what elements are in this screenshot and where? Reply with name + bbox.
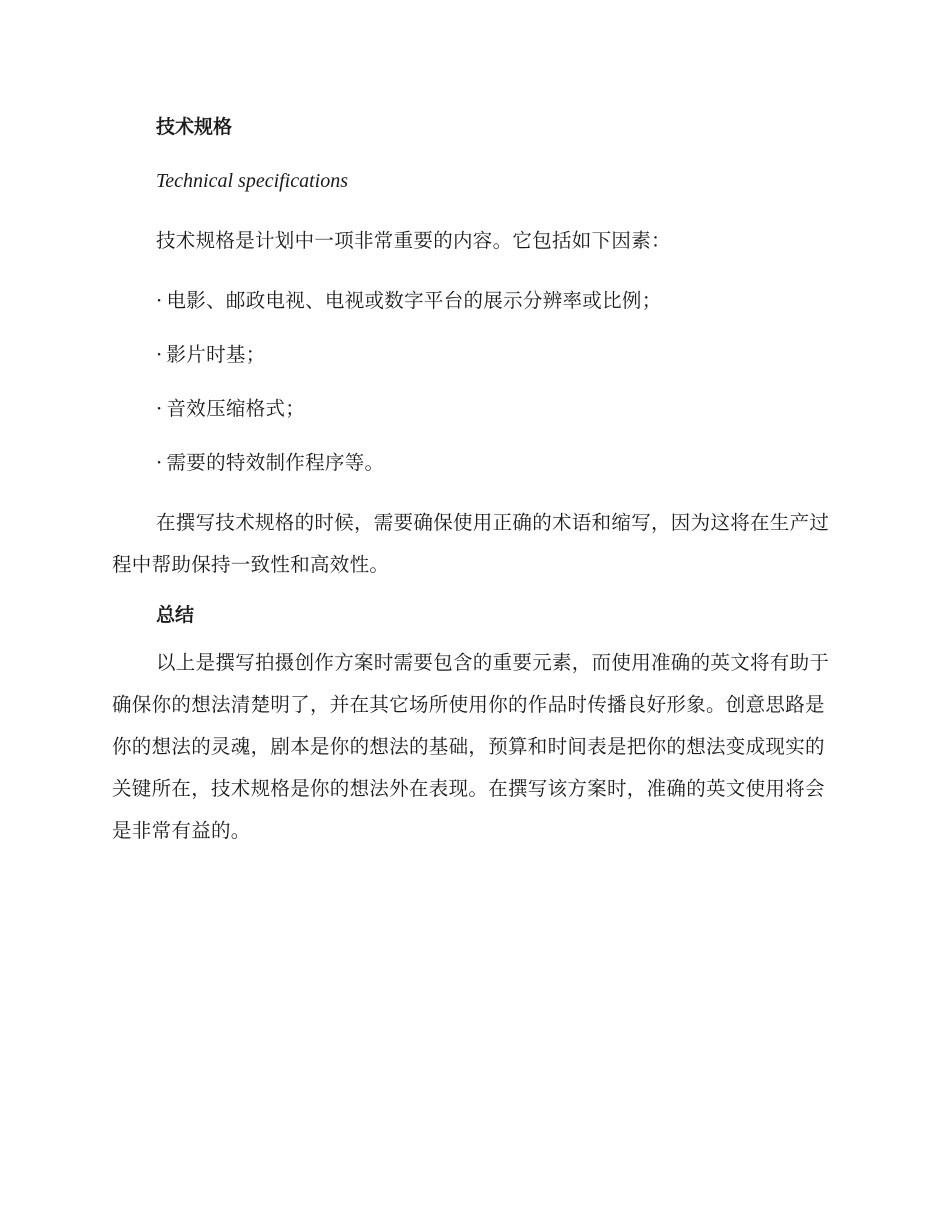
section-subtitle-english: Technical specifications xyxy=(156,170,349,192)
section-heading-summary: 总结 xyxy=(156,604,195,626)
bullet-marker: · xyxy=(156,397,163,420)
bullet-marker: · xyxy=(156,289,163,312)
bullet-marker: · xyxy=(156,451,163,474)
list-item xyxy=(156,286,832,316)
list-item-text: 音效压缩格式； xyxy=(166,397,306,420)
closing-paragraph: 在撰写技术规格的时候，需要确保使用正确的术语和缩写，因为这将在生产过程中帮助保持一致性和高效性。 xyxy=(112,511,830,576)
list-item xyxy=(156,340,832,370)
section-heading-technical-specs: 技术规格 xyxy=(156,116,233,138)
list-item-text: 需要的特效制作程序等。 xyxy=(166,451,385,474)
list-item-text: 电影、邮政电视、电视或数字平台的展示分辨率或比例； xyxy=(166,289,662,312)
spec-bullet-list xyxy=(112,286,832,478)
list-item xyxy=(156,394,832,424)
list-item xyxy=(156,448,832,478)
summary-paragraph: 以上是撰写拍摄创作方案时需要包含的重要元素，而使用准确的英文将有助于确保你的想法清楚明了，并在其它场所使用你的作品时传播良好形象。创意思路是你的想法的灵魂，剧本是你的想法的基础，预算和时间表是把你的想法变成现实的关键所在，技术规格是你的想法外在表现。在撰写该方案时，准确的英文使用将会是非常有益的。 xyxy=(112,651,830,842)
list-item-text: 影片时基； xyxy=(166,343,266,366)
intro-paragraph: 技术规格是计划中一项非常重要的内容。它包括如下因素： xyxy=(156,229,671,252)
bullet-marker: · xyxy=(156,343,163,366)
